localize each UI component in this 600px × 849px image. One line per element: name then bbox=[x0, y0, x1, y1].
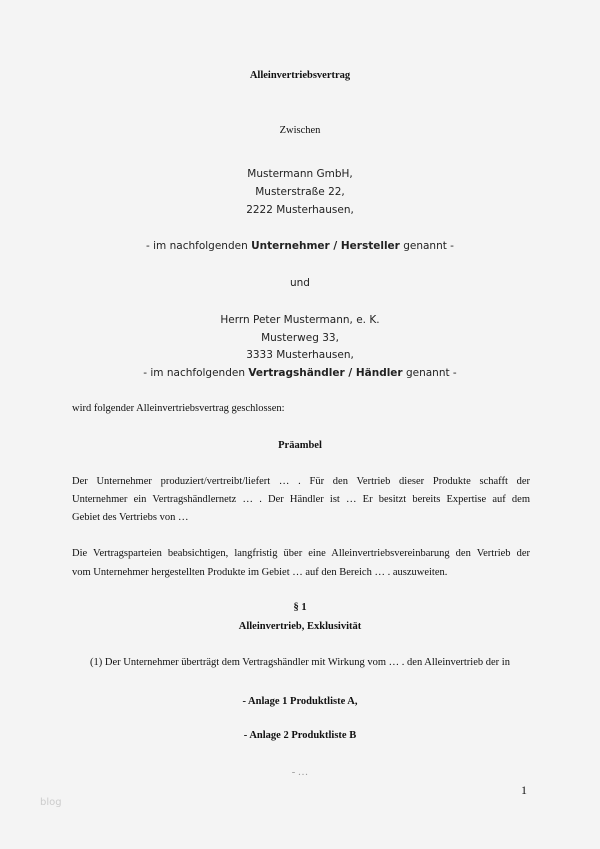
party2-name: Herrn Peter Mustermann, e. K. bbox=[220, 314, 380, 326]
intro-text: wird folgender Alleinvertriebsvertrag geschlossen: bbox=[72, 403, 285, 414]
section-heading: Alleinvertrieb, Exklusivität bbox=[238, 621, 362, 632]
preamble-p2-line: Die Vertragsparteien beabsichtigen, langfristig über eine Alleinvertriebsvereinbarung den Vertrieb der bbox=[72, 548, 530, 559]
preamble-p1-line: Der Unternehmer produziert/vertreibt/liefert … . Für den Vertrieb dieser Produkte schafft der bbox=[72, 476, 530, 487]
role-name: Unternehmer / Hersteller bbox=[251, 240, 400, 252]
party2-role bbox=[0, 367, 600, 379]
party1-street: Musterstraße 22, bbox=[255, 186, 345, 198]
between-label: Zwischen bbox=[279, 125, 321, 136]
preamble-heading: Präambel bbox=[278, 440, 322, 451]
annex-item: - Anlage 1 Produktliste A, bbox=[242, 696, 358, 707]
watermark: blog bbox=[40, 797, 62, 808]
annex-item: - Anlage 2 Produktliste B bbox=[243, 730, 357, 741]
party1-role bbox=[0, 240, 600, 252]
section-paragraph: (1) Der Unternehmer überträgt dem Vertragshändler mit Wirkung vom … . den Alleinvertrieb der in bbox=[90, 657, 510, 668]
page-number: 1 bbox=[521, 783, 527, 797]
role-prefix: - im nachfolgenden bbox=[143, 367, 245, 379]
party1-city: 2222 Musterhausen, bbox=[246, 204, 354, 216]
preamble-p2-line: vom Unternehmer hergestellten Produkte im Gebiet … auf den Bereich … . auszuweiten. bbox=[72, 567, 448, 578]
preamble-p1-line: Gebiet des Vertriebs von … bbox=[72, 512, 189, 523]
role-prefix: - im nachfolgenden bbox=[146, 240, 248, 252]
preamble-p1-line: Unternehmer ein Vertragshändlernetz … . Der Händler ist … Er besitzt bereits Expertise auf dem bbox=[72, 494, 530, 505]
party2-city: 3333 Musterhausen, bbox=[246, 349, 354, 361]
section-number: § 1 bbox=[293, 602, 307, 613]
document-title: Alleinvertriebsvertrag bbox=[249, 70, 351, 81]
party2-street: Musterweg 33, bbox=[261, 332, 339, 344]
role-suffix: genannt - bbox=[405, 367, 457, 379]
role-name: Vertragshändler / Händler bbox=[248, 367, 403, 379]
role-suffix: genannt - bbox=[403, 240, 454, 252]
annex-item: - … bbox=[291, 767, 309, 778]
and-label: und bbox=[290, 277, 310, 289]
party1-name: Mustermann GmbH, bbox=[247, 168, 353, 180]
